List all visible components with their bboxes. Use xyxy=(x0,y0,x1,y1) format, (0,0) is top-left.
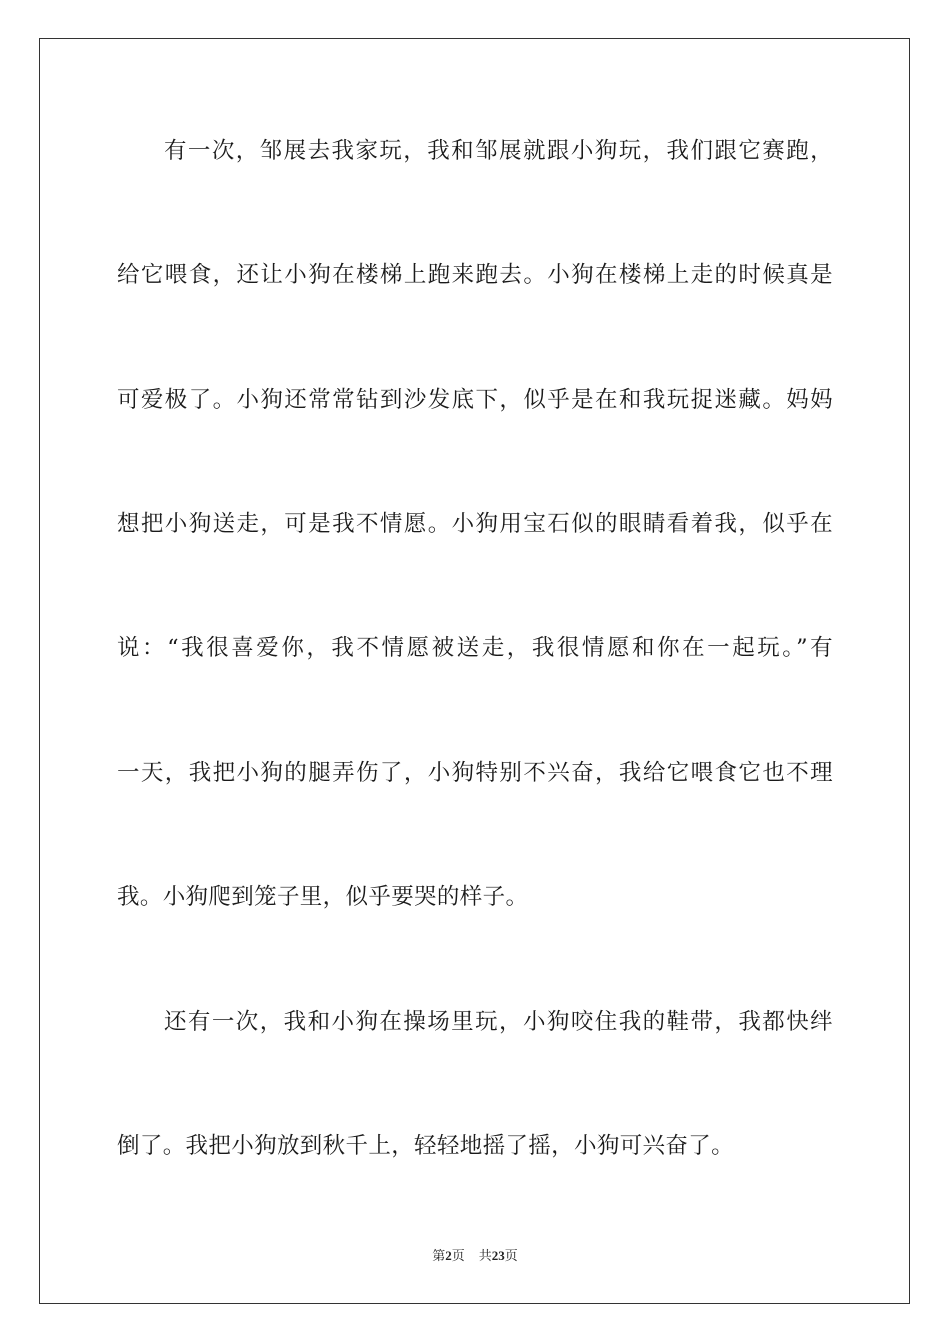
paragraph-1-line-5: 说：“我很喜爱你，我不情愿被送走，我很情愿和你在一起玩。”有 xyxy=(117,635,833,661)
paragraph-2-line-1: 还有一次，我和小狗在操场里玩，小狗咬住我的鞋带，我都快绊 xyxy=(164,1009,833,1035)
paragraph-1-line-1: 有一次，邹展去我家玩，我和邹展就跟小狗玩，我们跟它赛跑， xyxy=(164,138,833,164)
footer-page-number: 2 xyxy=(445,1248,452,1263)
paragraph-1-line-7: 我。小狗爬到笼子里，似乎要哭的样子。 xyxy=(117,884,529,910)
paragraph-1-line-4: 想把小狗送走，可是我不情愿。小狗用宝石似的眼睛看着我，似乎在 xyxy=(117,511,833,537)
page-border xyxy=(39,38,910,1304)
paragraph-1-line-3: 可爱极了。小狗还常常钻到沙发底下，似乎是在和我玩捉迷藏。妈妈 xyxy=(117,387,833,413)
paragraph-1-line-6: 一天，我把小狗的腿弄伤了，小狗特别不兴奋，我给它喂食它也不理 xyxy=(117,760,833,786)
paragraph-2-line-2: 倒了。我把小狗放到秋千上，轻轻地摇了摇，小狗可兴奋了。 xyxy=(117,1133,734,1159)
footer-page-prefix: 第 xyxy=(432,1249,446,1264)
footer-total-pages: 23 xyxy=(491,1248,505,1263)
footer-page-suffix: 页 xyxy=(451,1249,465,1264)
footer-total-suffix: 页 xyxy=(504,1249,518,1264)
page-footer xyxy=(0,1247,950,1266)
paragraph-1-line-2: 给它喂食，还让小狗在楼梯上跑来跑去。小狗在楼梯上走的时候真是 xyxy=(117,262,833,288)
footer-total-prefix: 共 xyxy=(478,1249,492,1264)
